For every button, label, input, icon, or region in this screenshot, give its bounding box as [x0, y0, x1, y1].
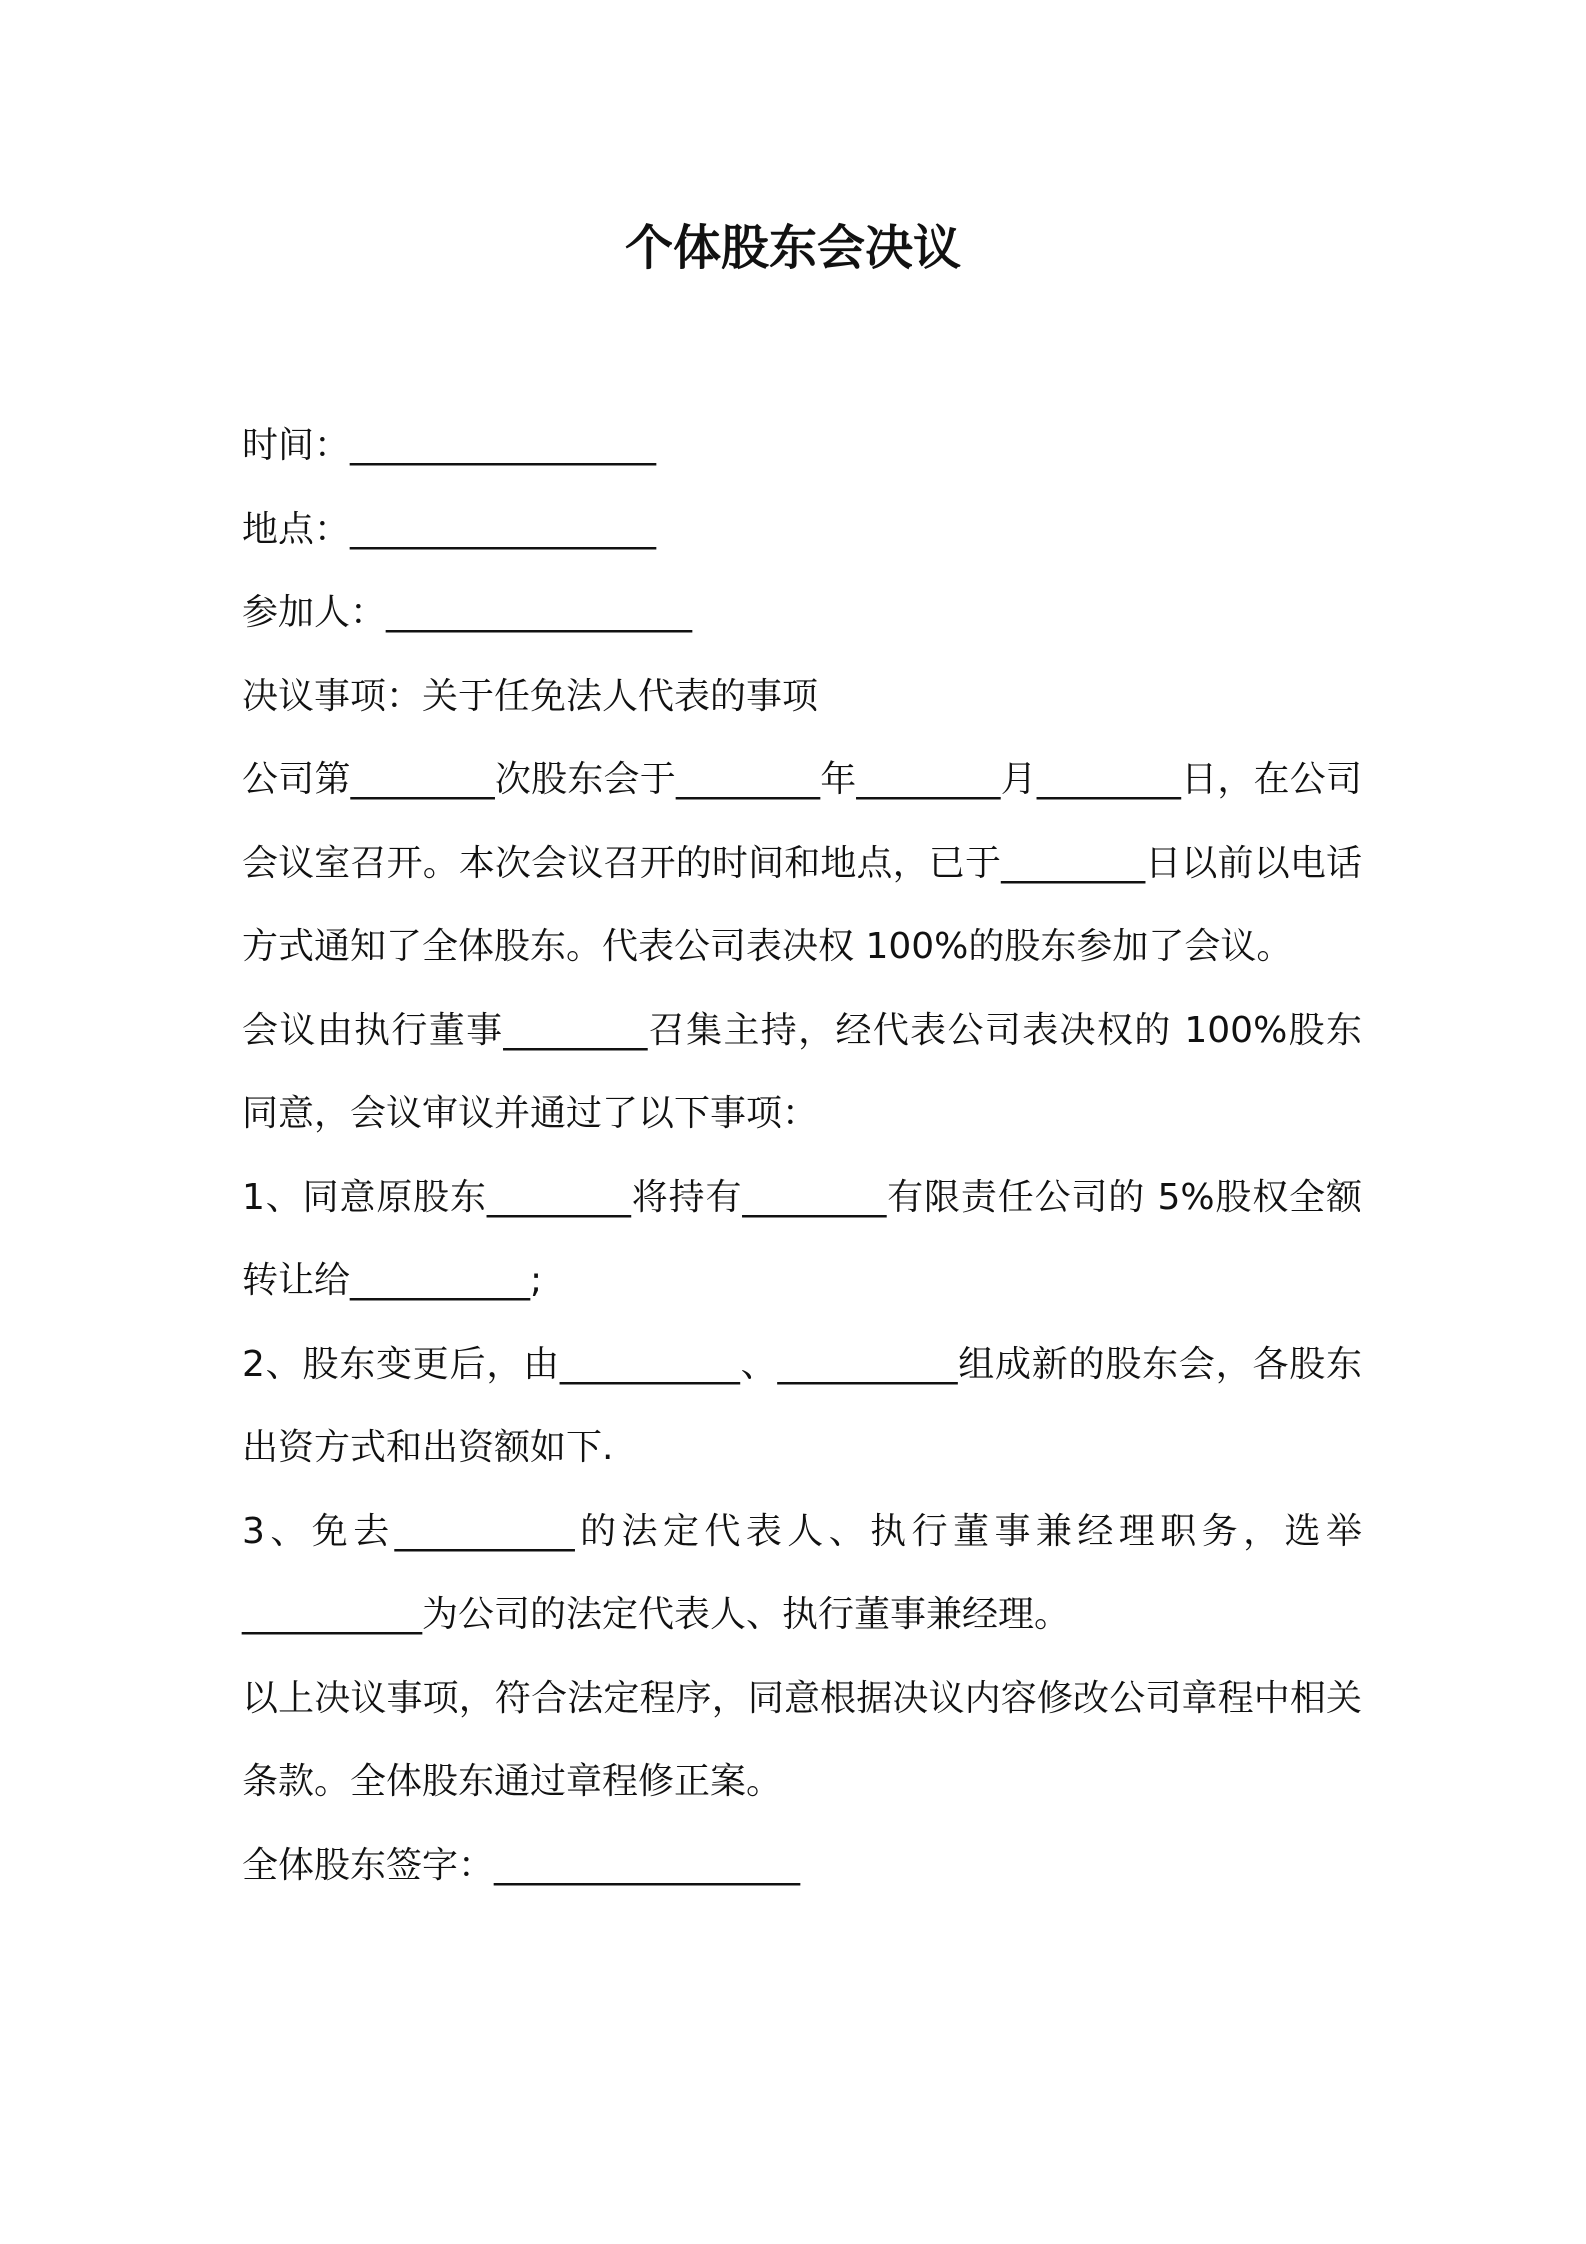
- resolution-item-2: 2、股东变更后，由__________、__________组成新的股东会，各股东出资方式和出资额如下.: [242, 1343, 1362, 1468]
- resolution-subject: 决议事项：关于任免法人代表的事项: [242, 675, 819, 717]
- meeting-location-field: 地点：_________________: [242, 508, 657, 550]
- meeting-convening-paragraph: 公司第________次股东会于________年________月________日，在公司会议室召开。本次会议召开的时间和地点，已于________日以前以电话方式通知了全体股东。代表公司表决权 100%的股东参加了会议。: [242, 759, 1362, 967]
- conclusion-paragraph: 以上决议事项，符合法定程序，同意根据决议内容修改公司章程中相关条款。全体股东通过章程修正案。: [242, 1677, 1362, 1802]
- shareholder-signature-field: 全体股东签字：_________________: [242, 1844, 801, 1886]
- attendees-field: 参加人：_________________: [242, 592, 693, 633]
- resolution-item-3: 3、免去__________的法定代表人、执行董事兼经理职务，选举__________为公司的法定代表人、执行董事兼经理。: [242, 1510, 1362, 1635]
- meeting-chair-paragraph: 会议由执行董事________召集主持，经代表公司表决权的 100%股东同意，会议审议并通过了以下事项：: [242, 1009, 1362, 1134]
- document-title: 个体股东会决议: [624, 220, 961, 276]
- document-body: [242, 404, 1362, 1907]
- resolution-item-1: 1、同意原股东________将持有________有限责任公司的 5%股权全额转让给__________;: [242, 1176, 1362, 1301]
- meeting-time-field: 时间：_________________: [242, 425, 657, 466]
